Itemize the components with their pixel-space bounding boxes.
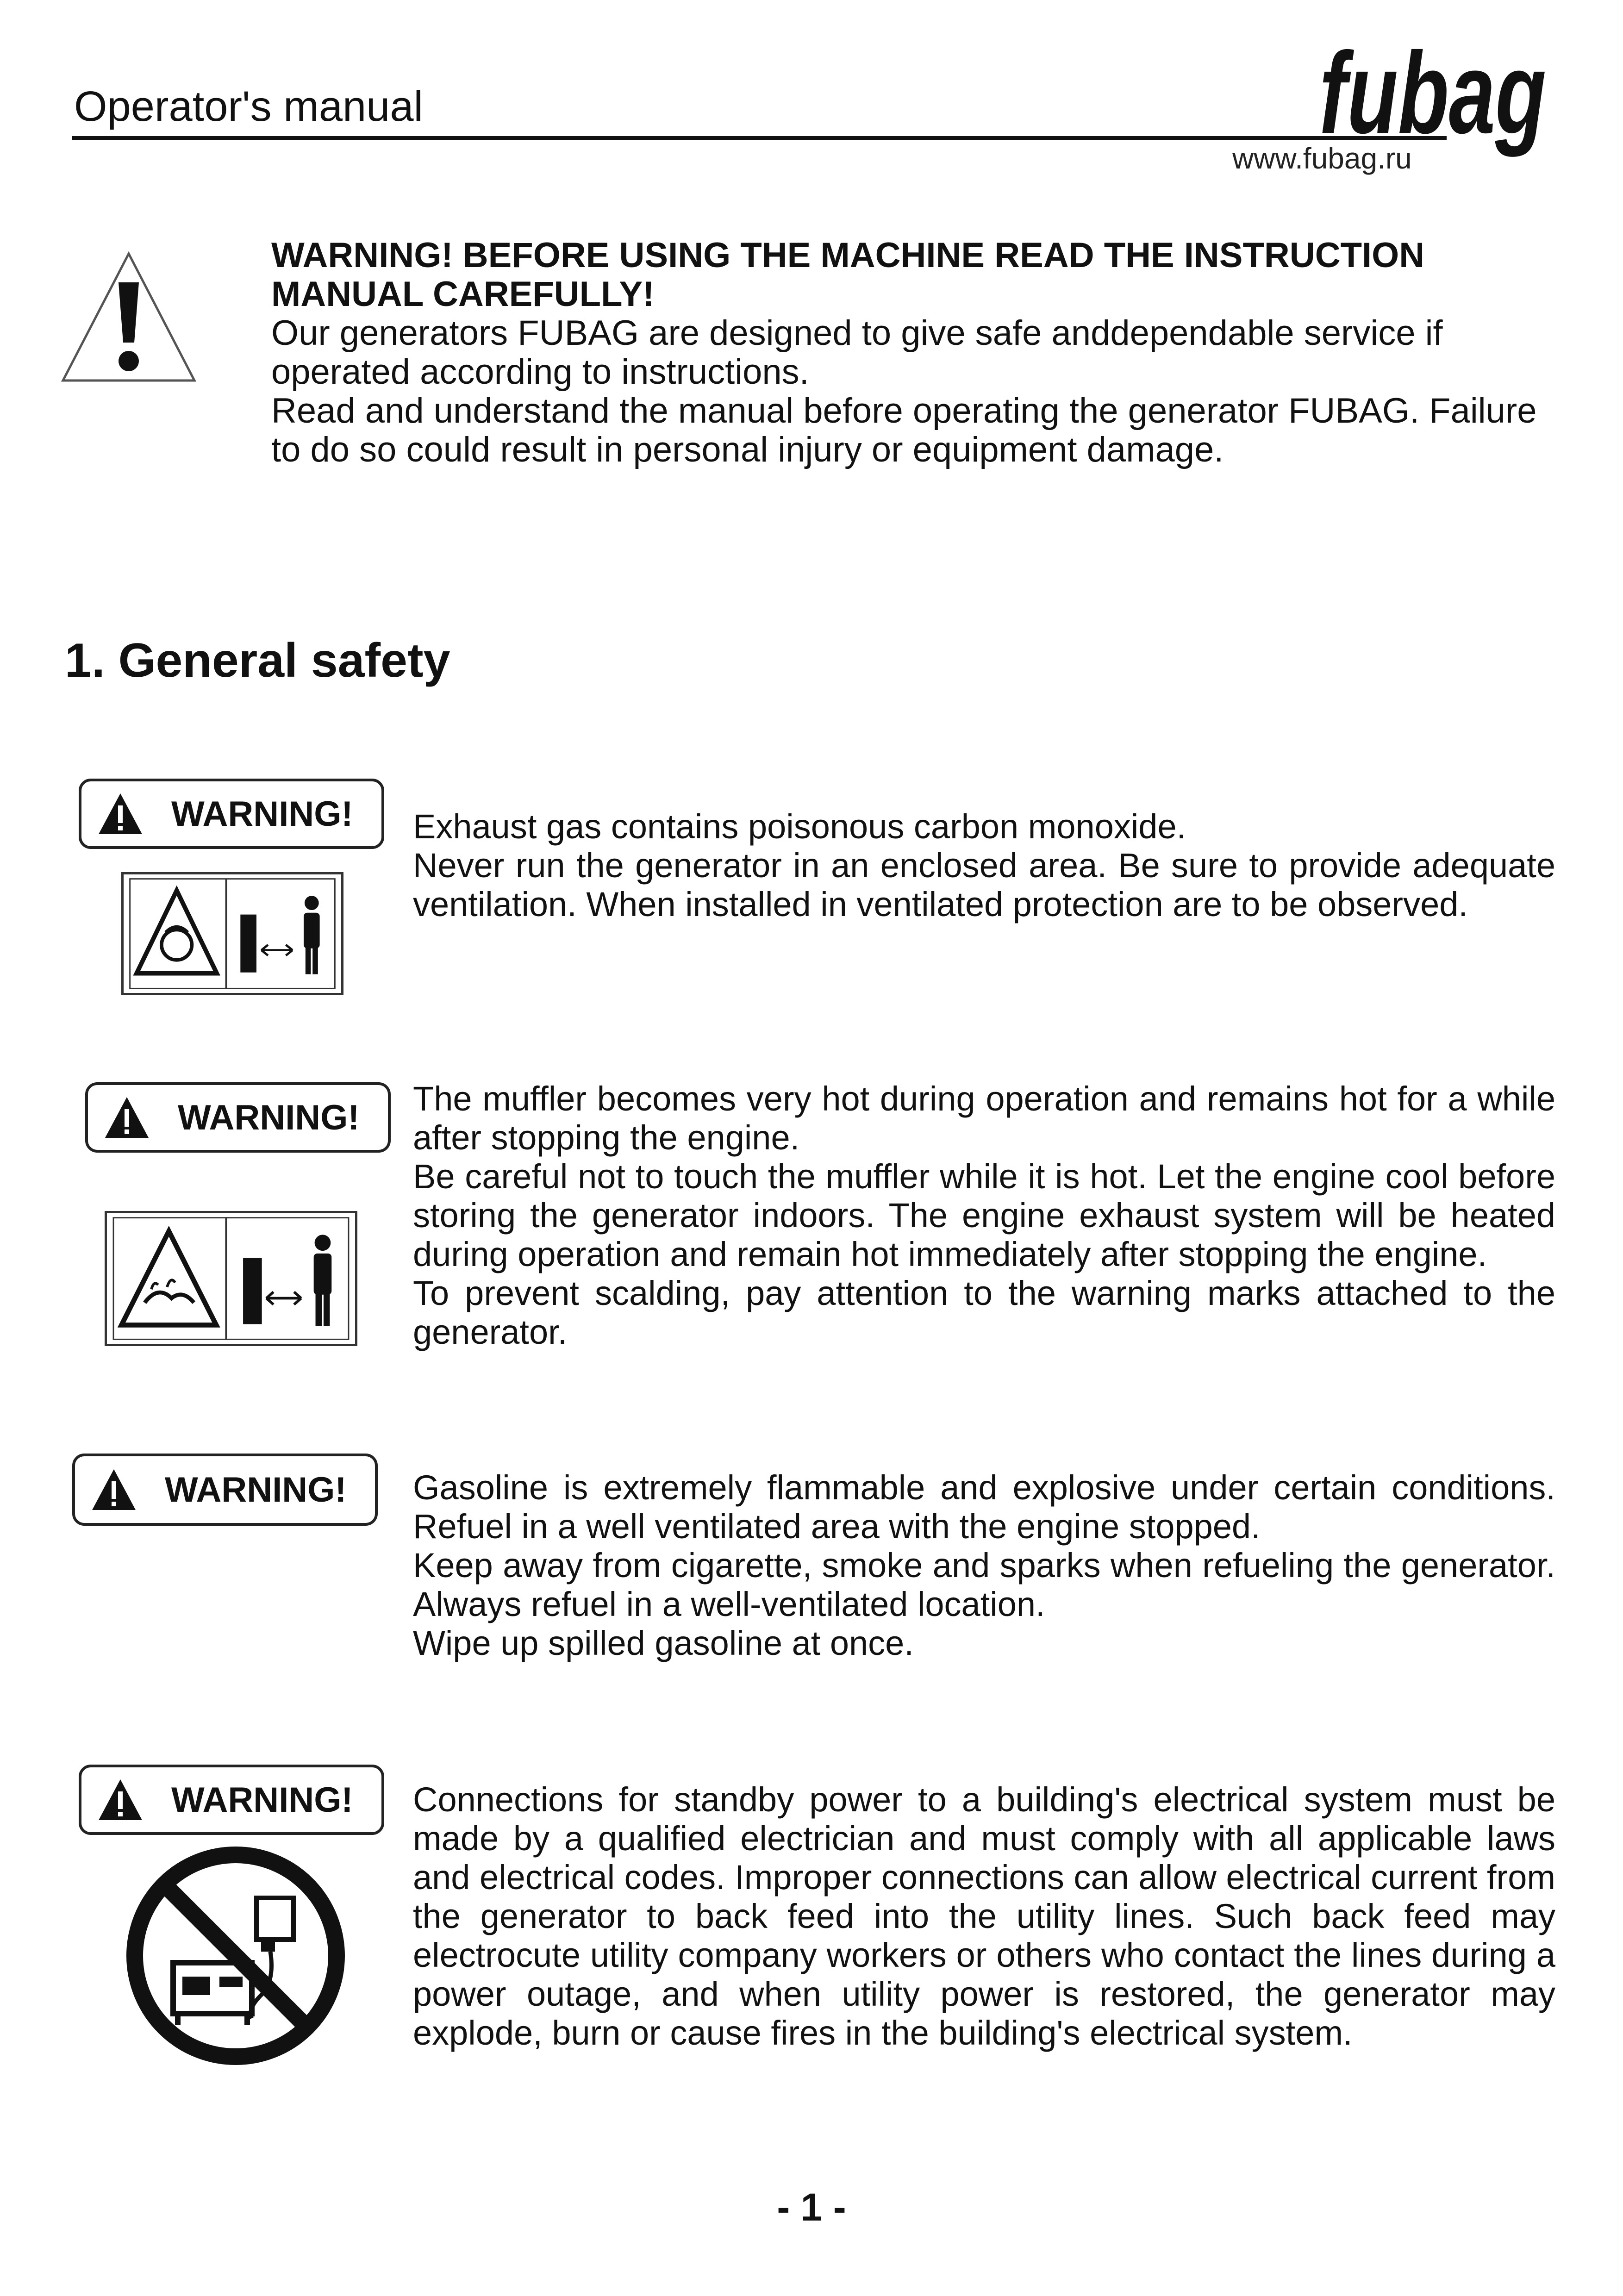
intro-warning-block (271, 236, 1561, 469)
svg-text:fubag: fubag (1319, 28, 1546, 157)
paragraph: The muffler becomes very hot during operation and remains hot for a while after stopping the engine. (413, 1079, 1555, 1157)
warning-badge (79, 779, 384, 849)
warning-text-gasoline (413, 1468, 1555, 1663)
website-url: www.fubag.ru (1232, 142, 1412, 175)
fubag-logo (1318, 28, 1550, 157)
warning-badge (79, 1765, 384, 1835)
warning-text-exhaust (413, 807, 1555, 924)
hot-surface-pictogram-icon (105, 1211, 357, 1346)
paragraph: Connections for standby power to a building's electrical system must be made by a qualified electrician and must comply with all applicable laws and electrical codes. Improper connections can allow electrical current from the generator to back feed into the utility lines. Such back feed may electrocute utility company workers or others who contact the lines during a power outage, and when utility power is restored, the generator may explode, burn or cause fires in the building's electrical system. (413, 1780, 1555, 2052)
warning-badge (72, 1454, 378, 1526)
warning-triangle-icon (97, 792, 144, 836)
page-number: - 1 - (777, 2185, 846, 2229)
warning-label: WARNING! (171, 1780, 353, 1820)
paragraph: Exhaust gas contains poisonous carbon monoxide. (413, 807, 1186, 846)
section-heading: 1. General safety (65, 634, 450, 687)
warning-triangle-icon (104, 1095, 150, 1140)
warning-badge (85, 1082, 391, 1153)
header-rule (72, 136, 1447, 140)
intro-text-2: Read and understand the manual before operating the generator FUBAG. Failure to do so could result in personal injury or equipment damage. (271, 391, 1537, 469)
warning-triangle-icon (91, 1467, 137, 1512)
paragraph: Be careful not to touch the muffler while it is hot. Let the engine cool before storing the generator indoors. The engine exhaust system will be heated during operation and remain hot immediately after stopping the engine. (413, 1157, 1555, 1273)
warning-text-electrical (413, 1780, 1555, 2053)
warning-label: WARNING! (165, 1470, 347, 1510)
exhaust-gas-pictogram-icon (121, 872, 343, 995)
warning-label: WARNING! (171, 794, 353, 834)
warning-triangle-icon (97, 1778, 144, 1822)
intro-warning-heading: WARNING! BEFORE USING THE MACHINE READ THE INSTRUCTION MANUAL CAREFULLY! (271, 236, 1425, 314)
paragraph: Gasoline is extremely flammable and explosive under certain conditions. Refuel in a well ventilated area with the engine stopped. (413, 1468, 1555, 1546)
paragraph: To prevent scalding, pay attention to the warning marks attached to the generator. (413, 1274, 1555, 1351)
paragraph: Keep away from cigarette, smoke and sparks when refueling the generator. Always refuel in a well-ventilated location. (413, 1546, 1555, 1623)
intro-text-1: Our generators FUBAG are designed to give safe anddependable service if operated according to instructions. (271, 313, 1443, 392)
warning-text-muffler (413, 1079, 1555, 1352)
warning-triangle-icon (59, 250, 198, 384)
page-header-title: Operator's manual (74, 83, 423, 130)
paragraph: Never run the generator in an enclosed area. Be sure to provide adequate ventilation. When installed in ventilated protection are to be observed. (413, 846, 1555, 923)
no-backfeed-pictogram-icon (122, 1842, 349, 2069)
paragraph: Wipe up spilled gasoline at once. (413, 1624, 914, 1662)
warning-label: WARNING! (178, 1098, 360, 1137)
